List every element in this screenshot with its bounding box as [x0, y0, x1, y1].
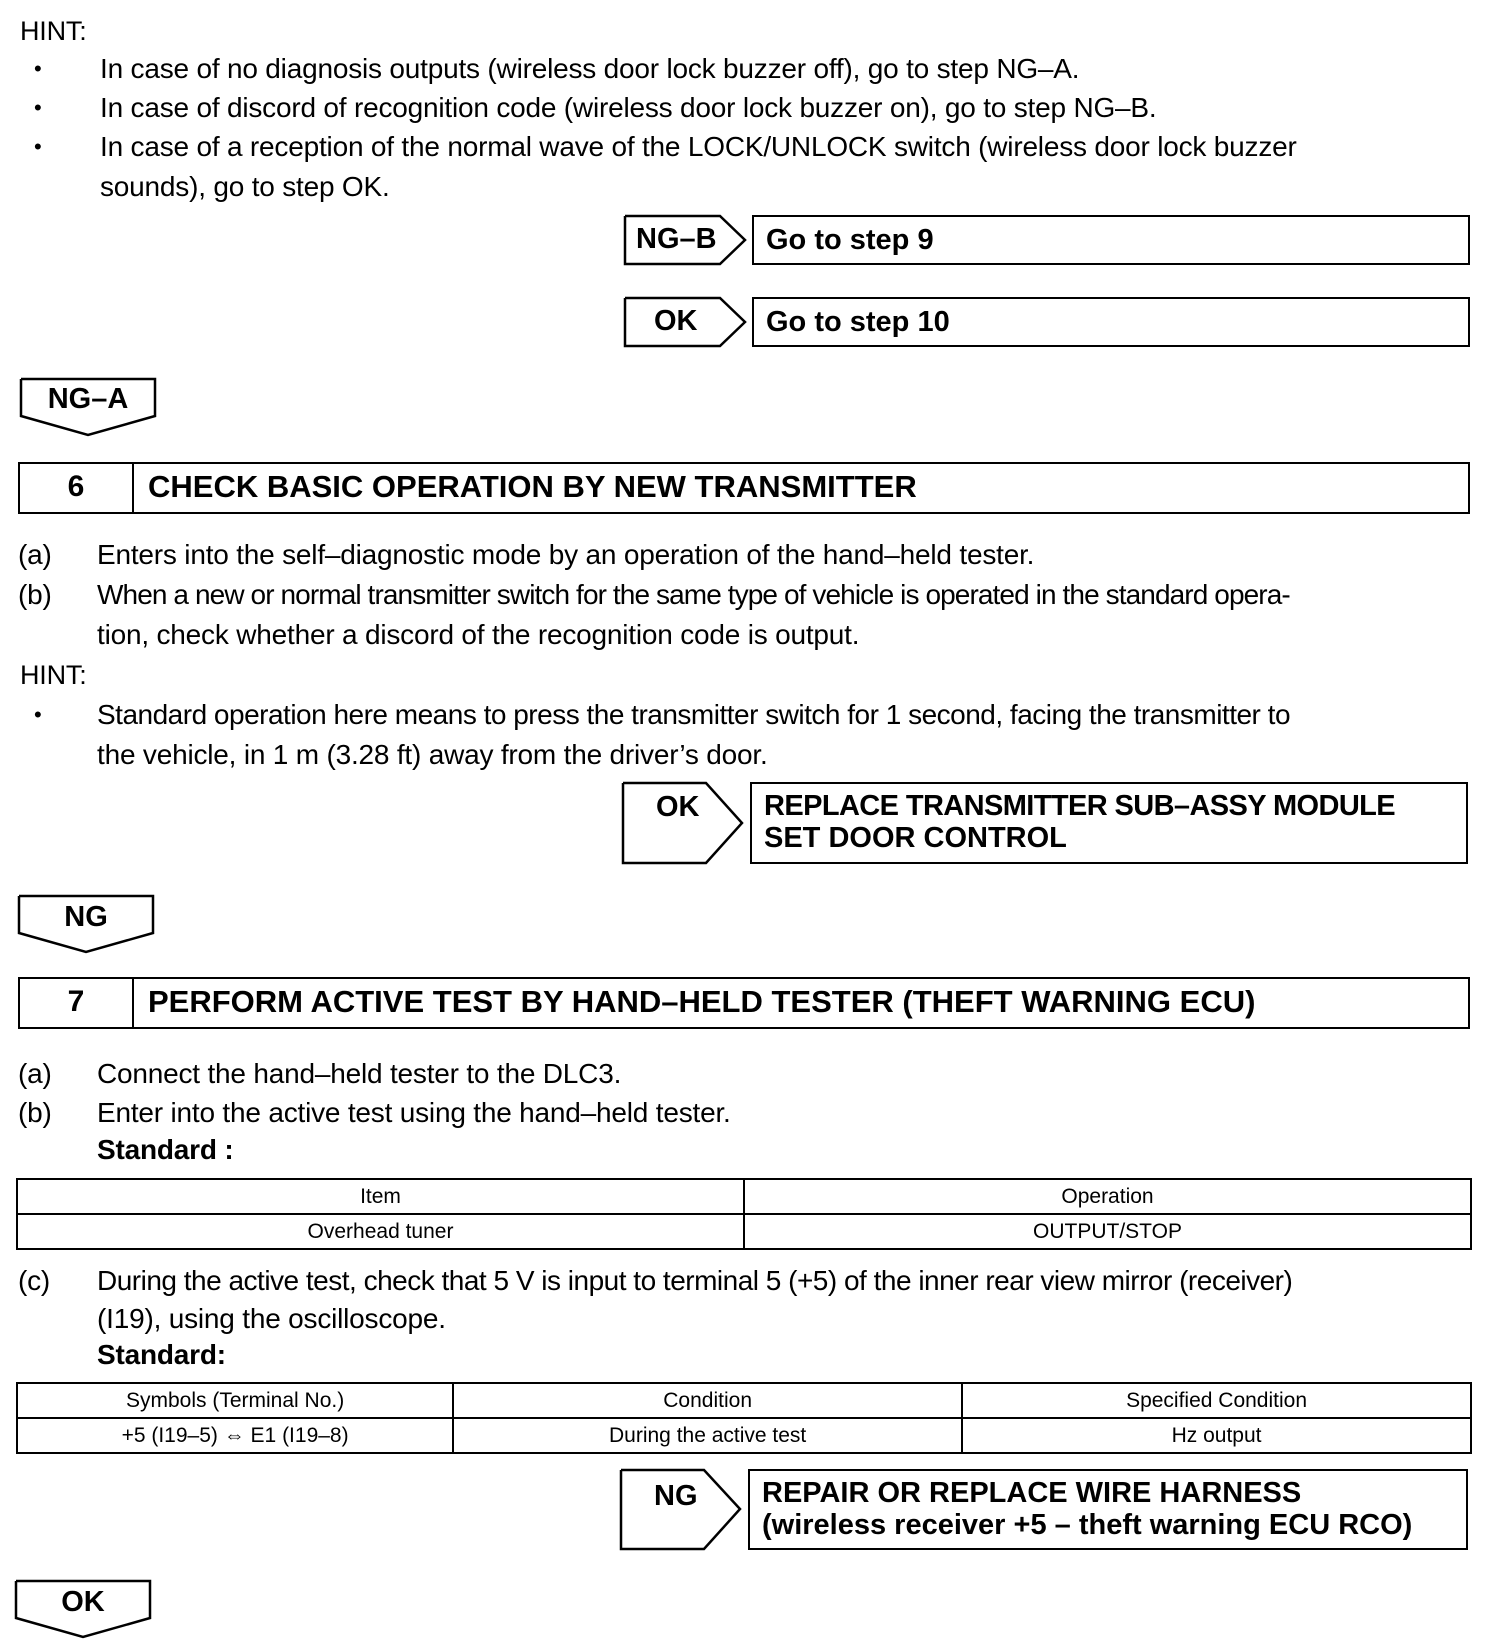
- bullet-icon: •: [34, 134, 42, 159]
- hint-bullet-text: Standard operation here means to press the transmitter switch for 1 second, facing the transmitter to: [97, 699, 1291, 730]
- step-title: PERFORM ACTIVE TEST BY HAND–HELD TESTER (THEFT WARNING ECU): [148, 984, 1256, 1019]
- branch-target-text: SET DOOR CONTROL: [764, 822, 1067, 854]
- branch-tag-ng: [620, 1469, 746, 1550]
- branch-tag-label: NG–B: [636, 223, 717, 255]
- table-cell: Overhead tuner: [17, 1214, 744, 1249]
- step-number: 6: [20, 464, 134, 512]
- branch-target-text: Go to step 9: [766, 224, 934, 256]
- item-text: When a new or normal transmitter switch for the same type of vehicle is operated in the standard opera-: [97, 579, 1290, 610]
- item-text: Enter into the active test using the hand–held tester.: [97, 1097, 731, 1128]
- table-header-cell: Item: [17, 1179, 744, 1214]
- item-label: (b): [18, 579, 52, 610]
- hint-label: HINT:: [20, 16, 87, 46]
- item-label: (c): [18, 1265, 51, 1296]
- branch-tag-label: NG: [654, 1480, 698, 1512]
- table-header-cell: Symbols (Terminal No.): [17, 1383, 453, 1418]
- table-header-row: [17, 1383, 1471, 1418]
- hint-bullet-text-continued: sounds), go to step OK.: [100, 171, 390, 202]
- item-label: (a): [18, 539, 52, 570]
- flow-tag-ng: [18, 895, 154, 953]
- step-number: 7: [20, 979, 134, 1027]
- table-row: [17, 1214, 1471, 1249]
- bullet-icon: •: [34, 56, 42, 81]
- branch-target-box: [748, 1469, 1468, 1550]
- bullet-icon: •: [34, 95, 42, 120]
- step-7-header: [18, 977, 1470, 1029]
- branch-tag-ok: [624, 297, 748, 347]
- hint-bullet-text: In case of no diagnosis outputs (wireless door lock buzzer off), go to step NG–A.: [100, 53, 1080, 84]
- branch-tag-ng-b: [624, 215, 748, 265]
- flow-tag-ok: [15, 1580, 151, 1638]
- branch-target-text: REPAIR OR REPLACE WIRE HARNESS: [762, 1477, 1302, 1509]
- branch-target-text: (wireless receiver +5 – theft warning ECU RCO): [762, 1509, 1413, 1541]
- standard-label: Standard:: [97, 1339, 226, 1370]
- hint-bullet-text-continued: the vehicle, in 1 m (3.28 ft) away from the driver’s door.: [97, 739, 768, 770]
- flow-tag-label: NG–A: [47, 383, 129, 415]
- branch-tag-label: OK: [654, 305, 698, 337]
- hint-bullet-text: In case of discord of recognition code (wireless door lock buzzer on), go to step NG–B.: [100, 92, 1157, 123]
- bullet-icon: •: [34, 702, 42, 727]
- table-header-cell: Specified Condition: [962, 1383, 1471, 1418]
- hint-label: HINT:: [20, 660, 87, 690]
- item-label: (b): [18, 1097, 52, 1128]
- branch-target-box: [750, 782, 1468, 864]
- step-title: CHECK BASIC OPERATION BY NEW TRANSMITTER: [148, 469, 917, 504]
- table-cell: OUTPUT/STOP: [744, 1214, 1471, 1249]
- hint-bullet-text: In case of a reception of the normal wave of the LOCK/UNLOCK switch (wireless door lock buzzer: [100, 131, 1297, 162]
- item-text-continued: tion, check whether a discord of the recognition code is output.: [97, 619, 860, 650]
- branch-tag-ok: [622, 782, 748, 864]
- table-cell: During the active test: [453, 1418, 962, 1453]
- table-cell: Hz output: [962, 1418, 1471, 1453]
- table-header-row: [17, 1179, 1471, 1214]
- branch-tag-label: OK: [656, 791, 700, 823]
- branch-target-box: [752, 297, 1470, 347]
- item-text: Connect the hand–held tester to the DLC3.: [97, 1058, 622, 1089]
- item-text-continued: (I19), using the oscilloscope.: [97, 1303, 446, 1334]
- item-text: Enters into the self–diagnostic mode by an operation of the hand–held tester.: [97, 539, 1035, 570]
- standard-label: Standard :: [97, 1134, 234, 1165]
- flow-tag-label: OK: [61, 1586, 105, 1618]
- branch-target-text: Go to step 10: [766, 306, 950, 338]
- standard-table-1: [16, 1178, 1472, 1250]
- standard-table-2: [16, 1382, 1472, 1454]
- table-cell: +5 (I19–5) ⇔ E1 (I19–8): [17, 1418, 453, 1453]
- table-header-cell: Condition: [453, 1383, 962, 1418]
- table-row: [17, 1418, 1471, 1453]
- item-label: (a): [18, 1058, 52, 1089]
- branch-target-text: REPLACE TRANSMITTER SUB–ASSY MODULE: [764, 790, 1396, 822]
- step-6-header: [18, 462, 1470, 514]
- flow-tag-label: NG: [64, 901, 108, 933]
- table-header-cell: Operation: [744, 1179, 1471, 1214]
- item-text: During the active test, check that 5 V is input to terminal 5 (+5) of the inner rear view mirror (receiver): [97, 1265, 1293, 1296]
- branch-target-box: [752, 215, 1470, 265]
- flow-tag-ng-a: [20, 378, 156, 436]
